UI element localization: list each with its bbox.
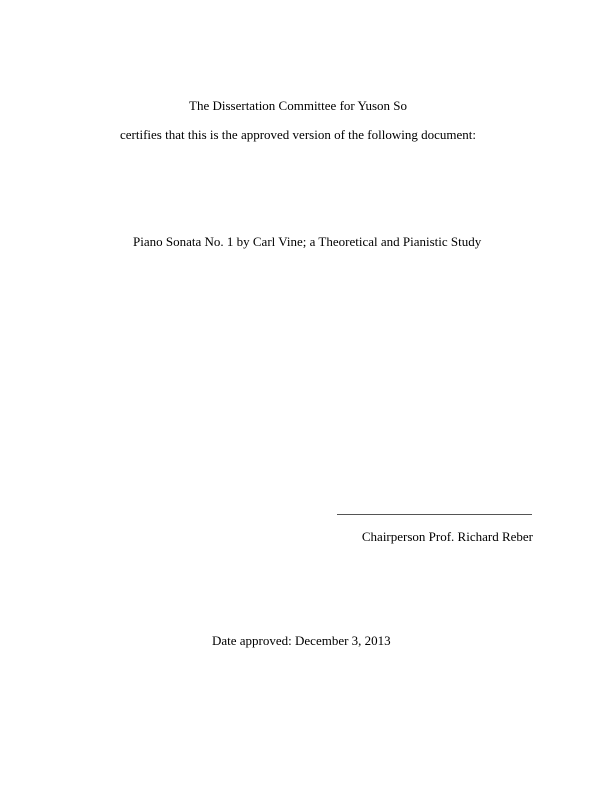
committee-statement: The Dissertation Committee for Yuson So (189, 98, 407, 113)
signature-line (337, 514, 532, 515)
dissertation-title: Piano Sonata No. 1 by Carl Vine; a Theoretical and Pianistic Study (133, 234, 482, 249)
date-approved: Date approved: December 3, 2013 (212, 633, 391, 648)
chairperson-name: Chairperson Prof. Richard Reber (361, 529, 533, 544)
certification-statement: certifies that this is the approved version of the following document: (120, 127, 476, 142)
